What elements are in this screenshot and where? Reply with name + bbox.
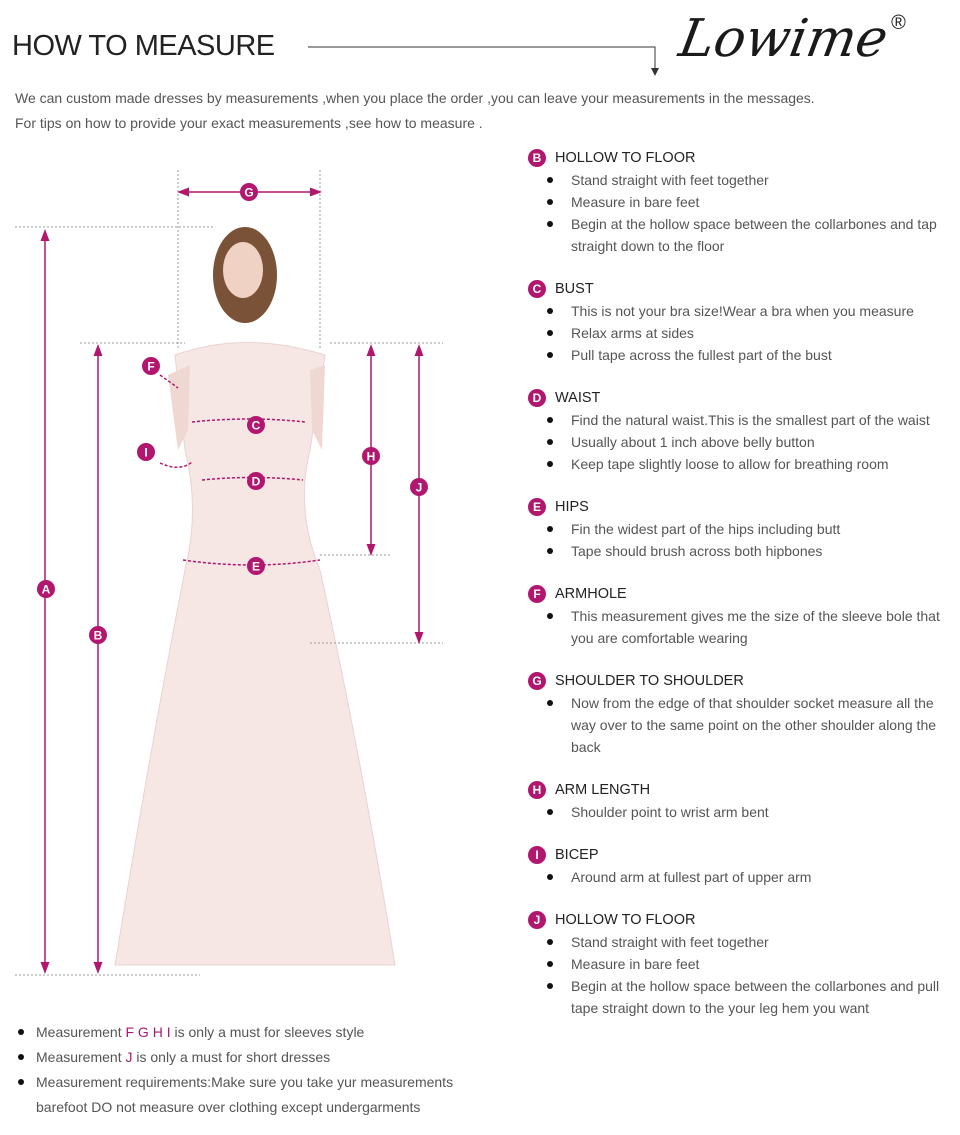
section-heading [528,843,958,866]
section-title: BUST [555,280,594,297]
title-arrow [0,0,680,80]
letter-badge: G [528,672,546,690]
letter-badge: E [528,498,546,516]
badge-j: J [415,480,423,495]
letter-badge: C [528,280,546,298]
measurement-instructions [528,146,958,1039]
bullet-item: Measure in bare feet [528,953,958,975]
badge-e: E [251,559,261,574]
section-heading [528,778,958,801]
section-title: HOLLOW TO FLOOR [555,911,696,928]
brand-logo-group [674,4,906,82]
registered-mark: ® [891,12,906,34]
badge-a: A [41,582,51,597]
section-c [528,277,958,366]
badge-c: C [251,418,261,433]
section-title: ARM LENGTH [555,781,651,798]
bullet-item: Pull tape across the fullest part of the bust [528,344,958,366]
page-title: HOW TO MEASURE [12,30,275,62]
note-text: is only a must for sleeves style [170,1024,365,1040]
bullet-item: This is not your bra size!Wear a bra when you measure [528,300,958,322]
intro-line-2: For tips on how to provide your exact measurements ,see how to measure . [15,115,483,131]
badge-b: B [93,628,103,643]
bullet-item: This measurement gives me the size of the sleeve bole that you are comfortable wearing [528,605,958,649]
section-g [528,669,958,758]
section-title: ARMHOLE [555,585,627,602]
section-heading [528,908,958,931]
section-title: HIPS [555,498,589,515]
letter-badge: F [528,585,546,603]
badge-f: F [147,359,155,374]
letter-badge: H [528,781,546,799]
letter-badge: B [528,149,546,167]
badge-g: G [244,185,254,200]
bullet-item: Relax arms at sides [528,322,958,344]
section-heading [528,277,958,300]
section-heading [528,386,958,409]
letter-badge: D [528,389,546,407]
intro-line-1: We can custom made dresses by measurements ,when you place the order ,you can leave your measurements in the messages. [15,90,815,106]
section-heading [528,495,958,518]
section-heading [528,146,958,169]
bullet-item: Usually about 1 inch above belly button [528,431,958,453]
badge-d: D [251,474,261,489]
section-e [528,495,958,562]
section-f [528,582,958,649]
letter-badge: J [528,911,546,929]
note-text: Measurement [36,1024,126,1040]
bullet-item: Fin the widest part of the hips including butt [528,518,958,540]
section-title: BICEP [555,846,599,863]
notes-list [15,1020,485,1120]
note-item [15,1020,485,1045]
brand-logo: Lowime [674,9,893,69]
note-item [15,1045,485,1070]
badge-h: H [366,449,376,464]
section-h [528,778,958,823]
section-heading [528,582,958,605]
note-item [15,1070,485,1120]
section-title: SHOULDER TO SHOULDER [555,672,744,689]
bullet-item: Begin at the hollow space between the collarbones and pull tape straight down to the your leg hem you want [528,975,958,1019]
bullet-item: Keep tape slightly loose to allow for breathing room [528,453,958,475]
section-title: HOLLOW TO FLOOR [555,149,696,166]
note-text: Measurement [36,1049,126,1065]
section-j [528,908,958,1019]
bullet-item: Tape should brush across both hipbones [528,540,958,562]
bullet-item: Begin at the hollow space between the collarbones and tap straight down to the floor [528,213,958,257]
section-i [528,843,958,888]
letter-badge: I [528,846,546,864]
bullet-item: Shoulder point to wrist arm bent [528,801,958,823]
note-highlight: F G H I [125,1024,171,1040]
bullet-item: Around arm at fullest part of upper arm [528,866,958,888]
bullet-item: Find the natural waist.This is the smallest part of the waist [528,409,958,431]
dress-figure [115,227,395,965]
section-b [528,146,958,257]
bullet-item: Stand straight with feet together [528,931,958,953]
note-text: Measurement requirements:Make sure you take yur measurements barefoot DO not measure over clothing except undergarments [36,1074,454,1115]
badge-i: I [144,445,148,460]
bullet-item: Measure in bare feet [528,191,958,213]
bullet-item: Now from the edge of that shoulder socket measure all the way over to the same point on the other shoulder along the back [528,692,958,758]
section-d [528,386,958,475]
measurement-diagram [0,150,520,990]
note-highlight: J [125,1049,133,1065]
section-heading [528,669,958,692]
note-text: is only a must for short dresses [132,1049,331,1065]
section-title: WAIST [555,389,601,406]
bullet-item: Stand straight with feet together [528,169,958,191]
